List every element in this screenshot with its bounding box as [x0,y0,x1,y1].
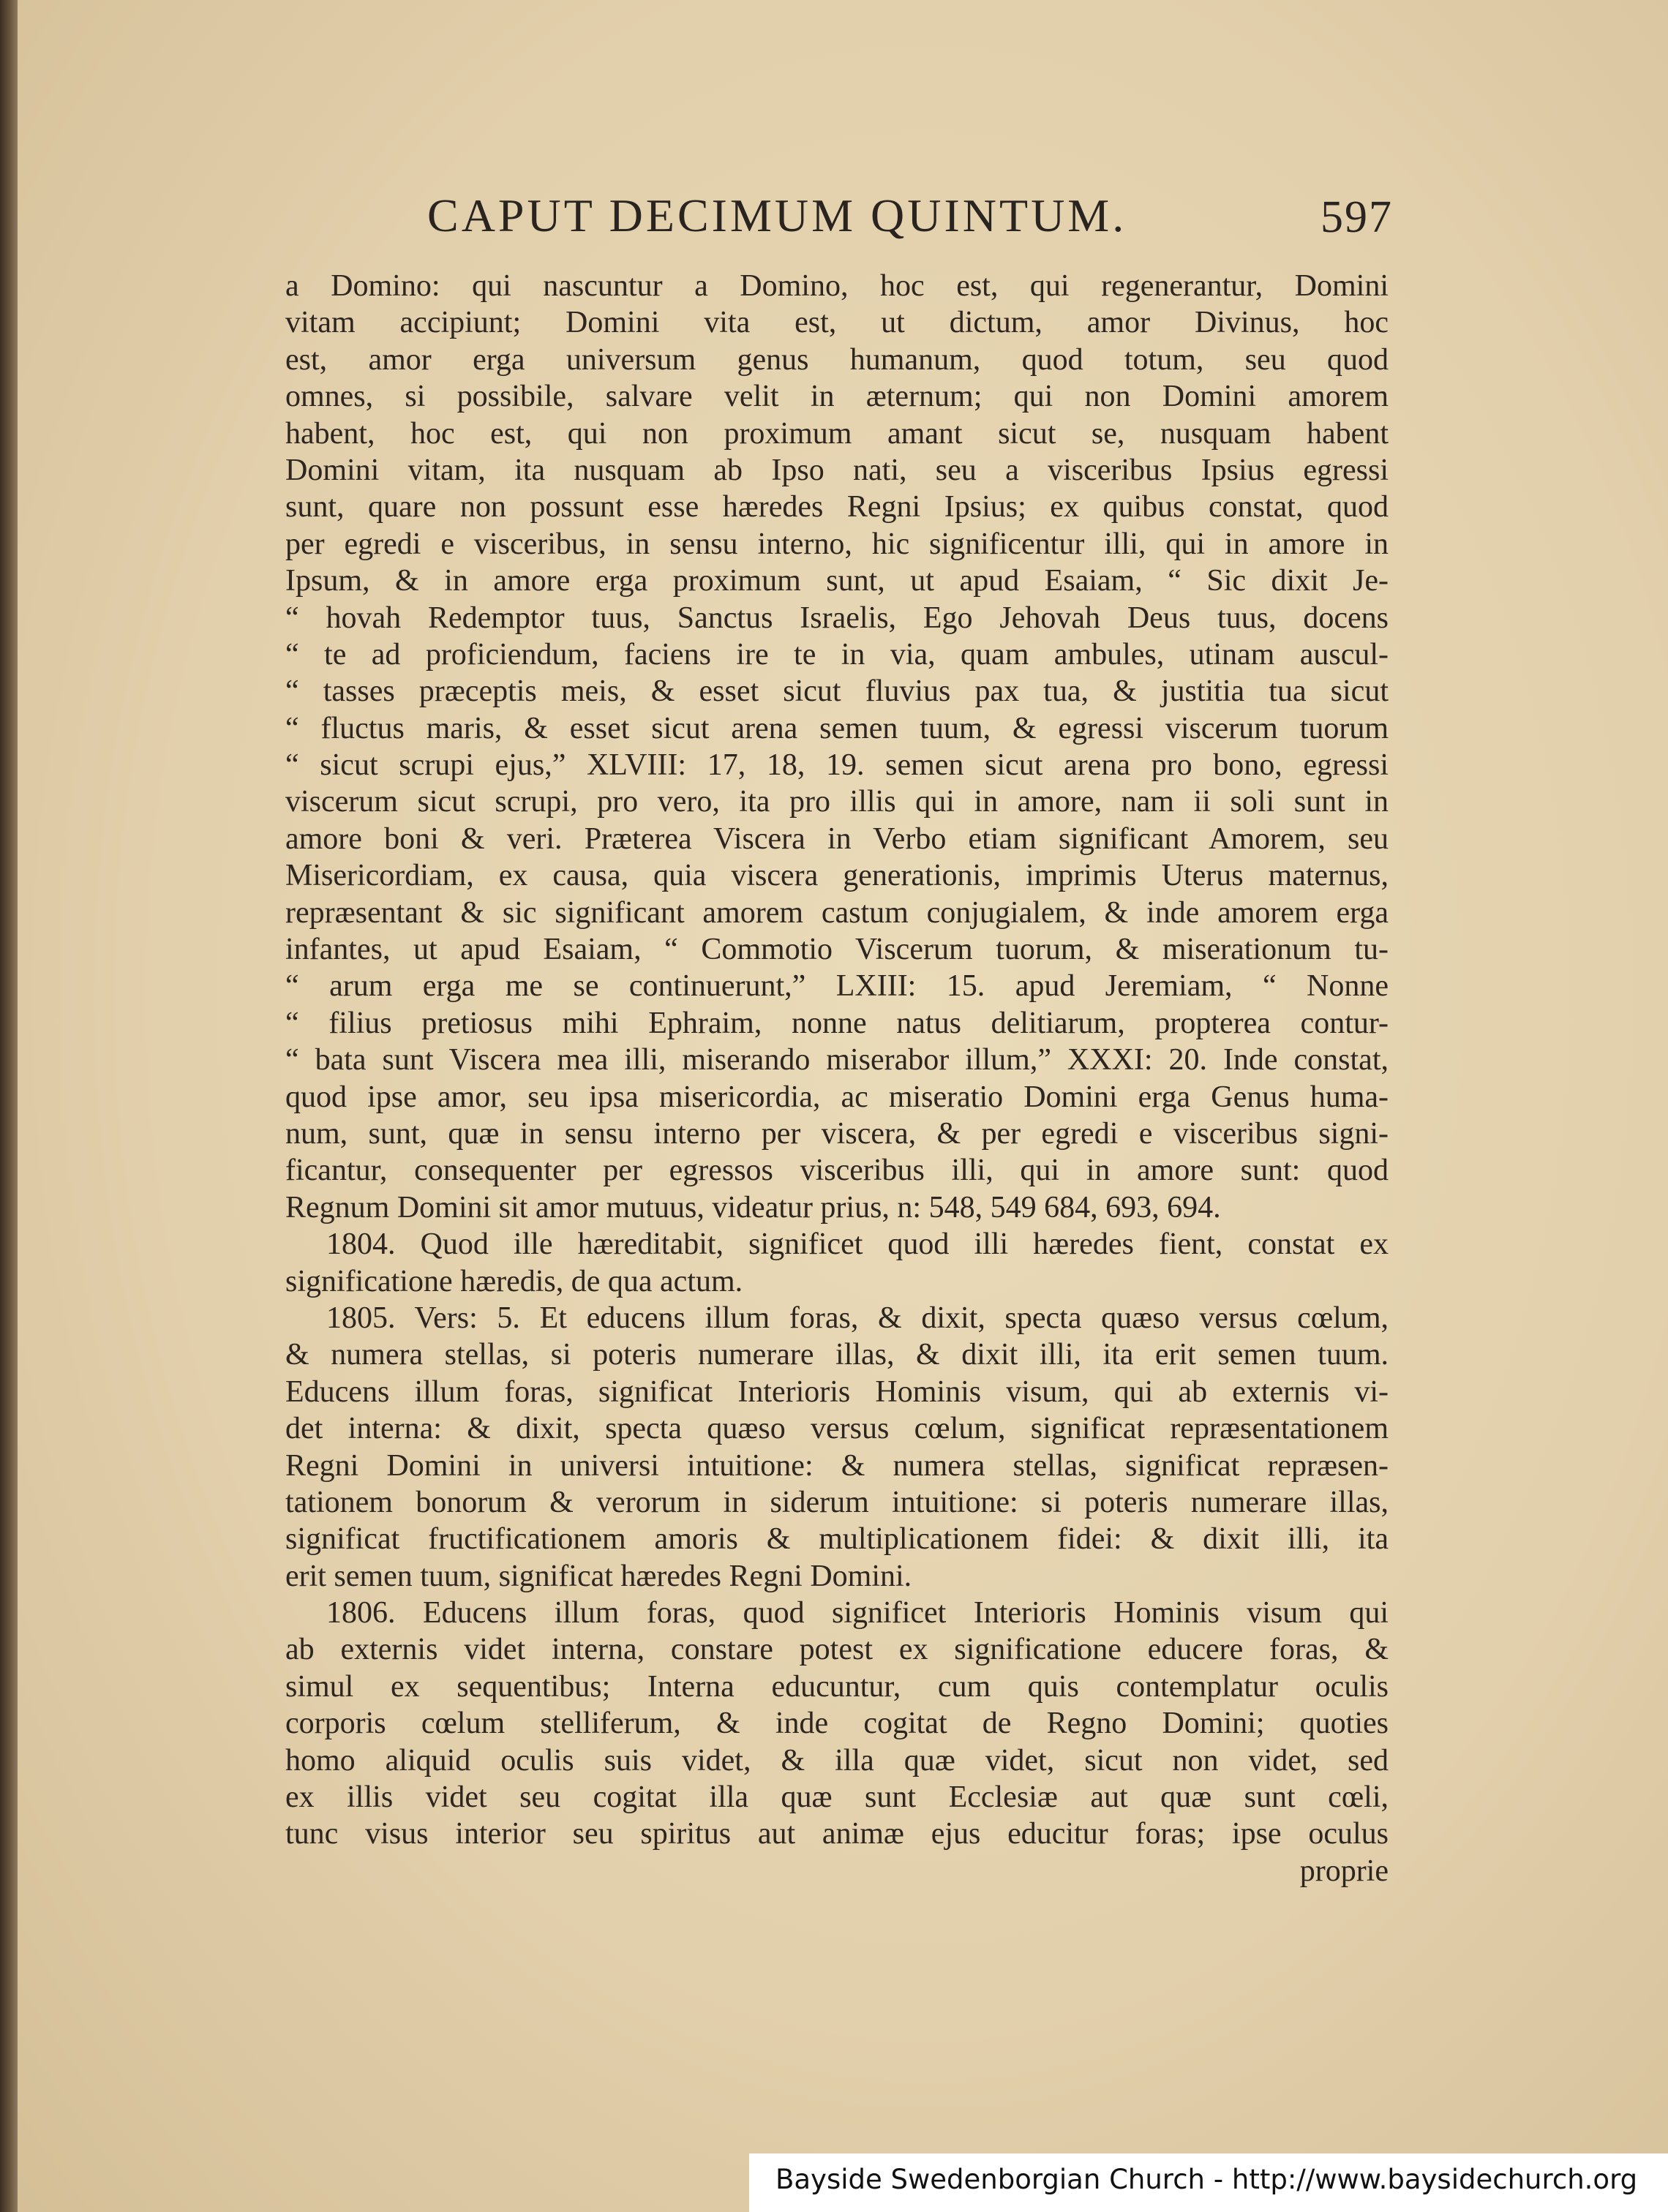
text-line: a Domino: qui nascuntur a Domino, hoc est, qui regenerantur, Domini [285,269,1389,303]
text-line: Misericordiam, ex causa, quia viscera generationis, imprimis Uterus maternus, [285,859,1389,893]
text-line: 1805. Vers: 5. Et educens illum foras, & dixit, specta quæso versus cœlum, [326,1301,1389,1335]
text-line: simul ex sequentibus; Interna educuntur, cum quis contemplatur oculis [285,1669,1389,1704]
text-line: ab externis videt interna, constare potest ex significatione educere foras, & [285,1633,1389,1667]
text-line: “ fluctus maris, & esset sicut arena semen tuum, & egressi viscerum tuorum [285,711,1389,745]
text-line: “ sicut scrupi ejus,” XLVIII: 17, 18, 19. semen sicut arena pro bono, egressi [285,748,1389,783]
text-line: tunc visus interior seu spiritus aut animæ ejus educitur foras; ipse oculus [285,1817,1389,1851]
text-line: proprie [1299,1854,1389,1888]
text-line: viscerum sicut scrupi, pro vero, ita pro illis qui in amore, nam ii soli sunt in [285,785,1389,819]
page-paper [18,0,1668,2212]
watermark-text: Bayside Swedenborgian Church - http://www.baysidechurch.org [775,2164,1638,2195]
text-line: significatione hæredis, de qua actum. [285,1264,743,1298]
text-line: “ hovah Redemptor tuus, Sanctus Israelis, Ego Jehovah Deus tuus, docens [285,601,1389,635]
text-line: “ filius pretiosus mihi Ephraim, nonne natus delitiarum, propterea contur- [285,1006,1389,1040]
text-line: Domini vitam, ita nusquam ab Ipso nati, seu a visceribus Ipsius egressi [285,453,1389,487]
page-header [427,189,1393,255]
text-line: repræsentant & sic significant amorem castum conjugialem, & inde amorem erga [285,895,1389,930]
text-line: tationem bonorum & verorum in siderum intuitione: si poteris numerare illas, [285,1485,1389,1519]
text-line: significat fructificationem amoris & multiplicationem fidei: & dixit illi, ita [285,1522,1389,1557]
text-line: ficantur, consequenter per egressos visceribus illi, qui in amore sunt: quod [285,1154,1389,1188]
text-line: homo aliquid oculis suis videt, & illa quæ videt, sicut non videt, sed [285,1743,1389,1778]
text-line: est, amor erga universum genus humanum, quod totum, seu quod [285,342,1389,377]
text-line: Regnum Domini sit amor mutuus, videatur prius, n: 548, 549 684, 693, 694. [285,1190,1221,1224]
text-line: erit semen tuum, significat hæredes Regni Domini. [285,1559,912,1593]
text-line: & numera stellas, si poteris numerare illas, & dixit illi, ita erit semen tuum. [285,1338,1389,1372]
text-line: habent, hoc est, qui non proximum amant sicut se, nusquam habent [285,416,1389,451]
text-line: “ bata sunt Viscera mea illi, miserando miserabor illum,” XXXI: 20. Inde constat, [285,1043,1389,1077]
text-line: ex illis videt seu cogitat illa quæ sunt Ecclesiæ aut quæ sunt cœli, [285,1780,1389,1815]
text-line: Regni Domini in universi intuitione: & numera stellas, significat repræsen- [285,1448,1389,1483]
running-title: CAPUT DECIMUM QUINTUM. [427,189,1127,241]
text-line: Educens illum foras, significat Interioris Hominis visum, qui ab externis vi- [285,1374,1389,1409]
text-line: quod ipse amor, seu ipsa misericordia, ac miseratio Domini erga Genus huma- [285,1080,1389,1114]
text-line: “ tasses præceptis meis, & esset sicut fluvius pax tua, & justitia tua sicut [285,674,1389,709]
text-line: det interna: & dixit, specta quæso versus cœlum, significat repræsentationem [285,1412,1389,1446]
watermark-banner [749,2153,1668,2212]
text-line: amore boni & veri. Præterea Viscera in Verbo etiam significant Amorem, seu [285,821,1389,856]
body-text [285,268,1389,1889]
text-line: 1804. Quod ille hæreditabit, significet quod illi hæredes fient, constat ex [326,1227,1389,1262]
text-line: omnes, si possibile, salvare velit in æternum; qui non Domini amorem [285,380,1389,414]
text-line: Ipsum, & in amore erga proximum sunt, ut apud Esaiam, “ Sic dixit Je- [285,564,1389,598]
text-line: infantes, ut apud Esaiam, “ Commotio Viscerum tuorum, & miserationum tu- [285,933,1389,967]
text-line: per egredi e visceribus, in sensu interno, hic significentur illi, qui in amore in [285,527,1389,561]
text-line: “ te ad proficiendum, faciens ire te in via, quam ambules, utinam auscul- [285,637,1389,672]
text-line: “ arum erga me se continuerunt,” LXIII: 15. apud Jeremiam, “ Nonne [285,969,1389,1004]
text-line: sunt, quare non possunt esse hæredes Regni Ipsius; ex quibus constat, quod [285,490,1389,524]
text-line: 1806. Educens illum foras, quod significet Interioris Hominis visum qui [326,1596,1389,1630]
text-line: num, sunt, quæ in sensu interno per viscera, & per egredi e visceribus signi- [285,1116,1389,1151]
text-line: vitam accipiunt; Domini vita est, ut dictum, amor Divinus, hoc [285,306,1389,340]
text-line: corporis cœlum stelliferum, & inde cogitat de Regno Domini; quoties [285,1707,1389,1741]
page-number: 597 [1320,192,1393,242]
